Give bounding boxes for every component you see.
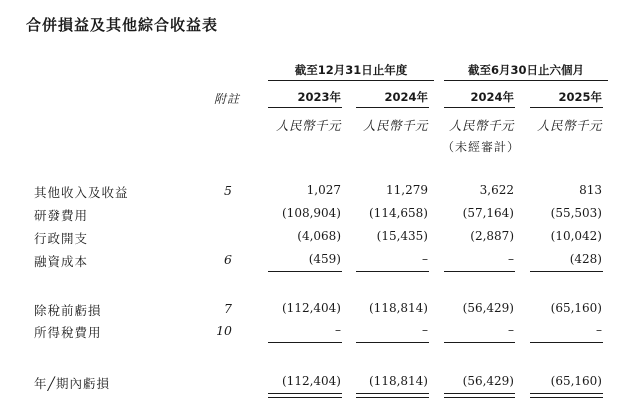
row-other-income-2024i: 3,622: [479, 183, 514, 197]
row-label-income-tax: 所得稅費用: [34, 325, 102, 340]
row-label-admin: 行政開支: [34, 231, 89, 246]
row-other-income-2023: 1,027: [306, 183, 341, 197]
unit-label-col2: 人民幣千元: [362, 118, 428, 133]
row-rnd-2023: (108,904): [282, 206, 341, 220]
period-group-header-annual: 截至12月31日止年度: [294, 63, 408, 77]
row-loss-for-period-2025: (65,160): [550, 374, 602, 388]
subtotal-rule-2: [356, 271, 429, 272]
row-income-tax-2025: –: [596, 323, 602, 337]
subtotal-rule-8: [530, 342, 603, 343]
unit-label-col1: 人民幣千元: [275, 118, 341, 133]
row-admin-2024i: (2,887): [470, 229, 514, 243]
row-rnd-2024i: (57,164): [462, 206, 514, 220]
period-group-header-interim: 截至6月30日止六個月: [467, 63, 584, 77]
year-rule-4: [530, 107, 603, 108]
subtotal-rule-3: [444, 271, 515, 272]
subtotal-rule-6: [356, 342, 429, 343]
year-header-2024-interim: 2024年: [470, 90, 514, 104]
total-double-rule-4: [530, 393, 603, 398]
row-finance-cost-2024a: –: [422, 252, 428, 266]
row-income-tax-2024a: –: [422, 323, 428, 337]
row-finance-cost-2023: (459): [308, 252, 341, 266]
row-loss-before-tax-2023: (112,404): [282, 301, 341, 315]
row-admin-2025: (10,042): [550, 229, 602, 243]
group-rule-interim: [444, 80, 608, 81]
row-label-finance-cost: 融資成本: [34, 254, 89, 269]
row-loss-before-tax-2025: (65,160): [550, 301, 602, 315]
row-label-other-income: 其他收入及收益: [34, 185, 129, 200]
subtotal-rule-7: [444, 342, 515, 343]
group-rule-annual: [268, 80, 434, 81]
subtotal-rule-1: [268, 271, 342, 272]
total-double-rule-1: [268, 393, 342, 398]
year-header-2024-annual: 2024年: [384, 90, 428, 104]
total-double-rule-3: [444, 393, 515, 398]
row-note-finance-cost: 6: [224, 252, 232, 267]
total-double-rule-2: [356, 393, 429, 398]
row-income-tax-2024i: –: [508, 323, 514, 337]
row-loss-before-tax-2024a: (118,814): [369, 301, 428, 315]
row-other-income-2025: 813: [579, 183, 602, 197]
year-rule-2: [356, 107, 429, 108]
row-note-income-tax: 10: [216, 323, 232, 338]
year-header-2025: 2025年: [558, 90, 602, 104]
row-finance-cost-2024i: –: [508, 252, 514, 266]
unaudited-label: （未經審計）: [441, 140, 520, 154]
row-rnd-2024a: (114,658): [369, 206, 428, 220]
unit-label-col4: 人民幣千元: [536, 118, 602, 133]
subtotal-rule-4: [530, 271, 603, 272]
row-label-loss-before-tax: 除稅前虧損: [34, 303, 102, 318]
row-note-other-income: 5: [224, 183, 232, 198]
subtotal-rule-5: [268, 342, 342, 343]
row-loss-for-period-2024a: (118,814): [369, 374, 428, 388]
row-other-income-2024a: 11,279: [386, 183, 428, 197]
row-note-loss-before-tax: 7: [224, 301, 232, 316]
row-income-tax-2023: –: [335, 323, 341, 337]
statement-title: 合併損益及其他綜合收益表: [26, 16, 219, 34]
row-loss-for-period-2023: (112,404): [282, 374, 341, 388]
row-admin-2024a: (15,435): [376, 229, 428, 243]
row-label-rnd: 研發費用: [34, 208, 89, 223]
row-finance-cost-2025: (428): [569, 252, 602, 266]
row-label-loss-for-period: 年╱期內虧損: [34, 376, 111, 391]
row-loss-before-tax-2024i: (56,429): [462, 301, 514, 315]
unit-label-col3: 人民幣千元: [448, 118, 514, 133]
year-rule-1: [268, 107, 342, 108]
note-column-header: 附註: [214, 92, 241, 106]
year-header-2023: 2023年: [297, 90, 341, 104]
row-rnd-2025: (55,503): [550, 206, 602, 220]
year-rule-3: [444, 107, 515, 108]
row-admin-2023: (4,068): [297, 229, 341, 243]
row-loss-for-period-2024i: (56,429): [462, 374, 514, 388]
